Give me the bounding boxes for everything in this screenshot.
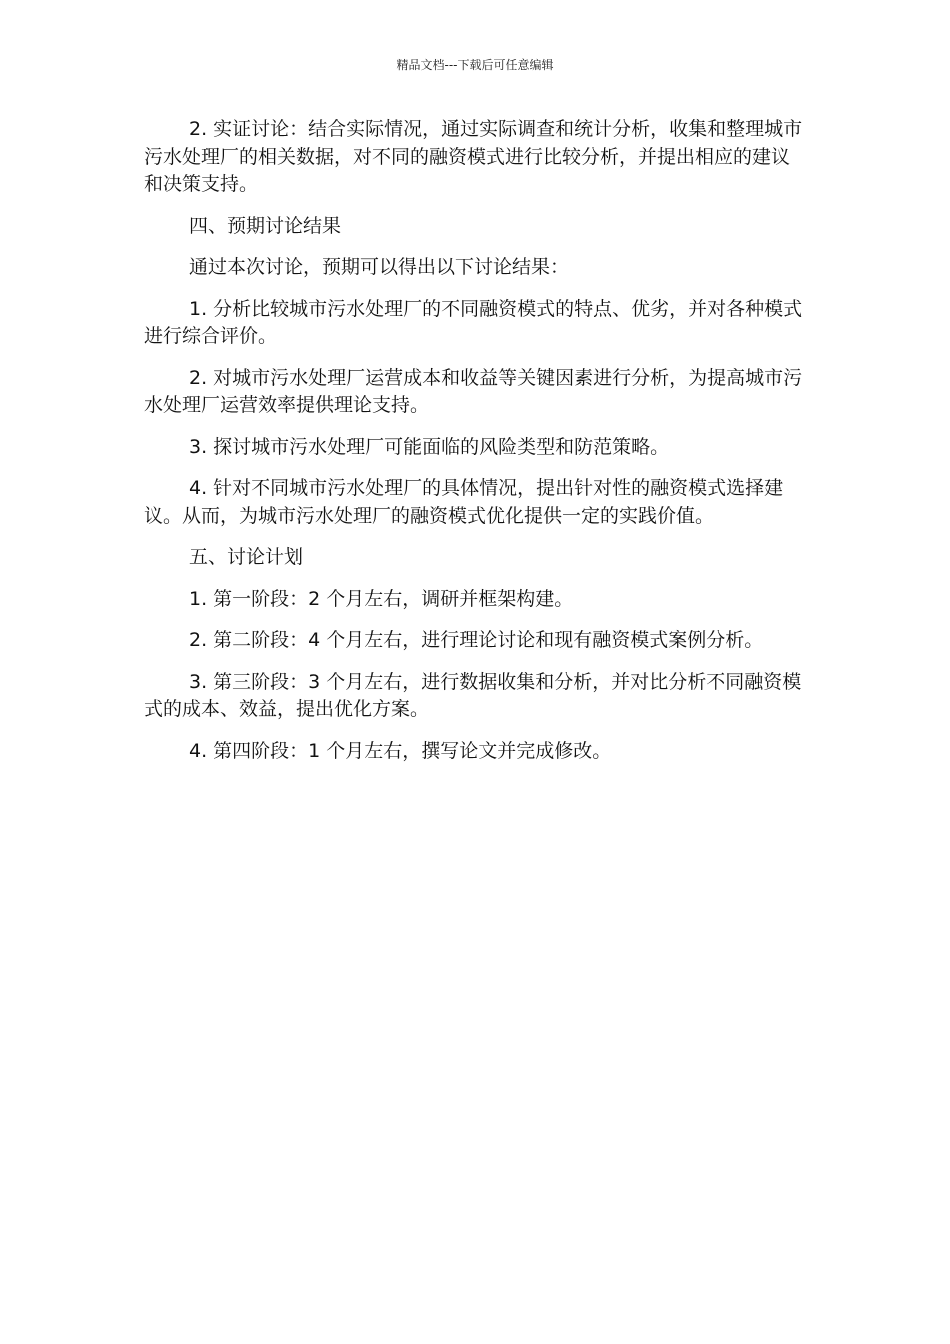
section-heading-plan: 五、讨论计划	[189, 546, 304, 568]
document-body	[144, 116, 806, 779]
list-item-phase-3: 3. 第三阶段：3 个月左右，进行数据收集和分析，并对比分析不同融资模式的成本、效益，提出优化方案。	[144, 670, 802, 720]
list-item-result-3: 3. 探讨城市污水处理厂可能面临的风险类型和防范策略。	[189, 435, 670, 458]
list-item-result-4: 4. 针对不同城市污水处理厂的具体情况，提出针对性的融资模式选择建议。从而，为城市污水处理厂的融资模式优化提供一定的实践价值。	[144, 477, 784, 527]
paragraph-results-intro: 通过本次讨论，预期可以得出以下讨论结果：	[189, 256, 570, 278]
list-item-phase-4: 4. 第四阶段：1 个月左右，撰写论文并完成修改。	[189, 739, 612, 762]
page-header: 精品文档---下载后可任意编辑	[396, 58, 554, 72]
list-item-phase-2: 2. 第二阶段：4 个月左右，进行理论讨论和现有融资模式案例分析。	[189, 629, 764, 651]
section-heading-expected-results: 四、预期讨论结果	[189, 214, 342, 237]
list-item-phase-1: 1. 第一阶段：2 个月左右，调研并框架构建。	[189, 587, 574, 610]
list-item-result-2: 2. 对城市污水处理厂运营成本和收益等关键因素进行分析，为提高城市污水处理厂运营效率提供理论支持。	[144, 366, 803, 416]
paragraph-empirical-discussion: 2. 实证讨论：结合实际情况，通过实际调查和统计分析，收集和整理城市污水处理厂的相关数据，对不同的融资模式进行比较分析，并提出相应的建议和决策支持。	[144, 118, 803, 195]
list-item-result-1: 1. 分析比较城市污水处理厂的不同融资模式的特点、优劣，并对各种模式进行综合评价。	[144, 297, 803, 347]
